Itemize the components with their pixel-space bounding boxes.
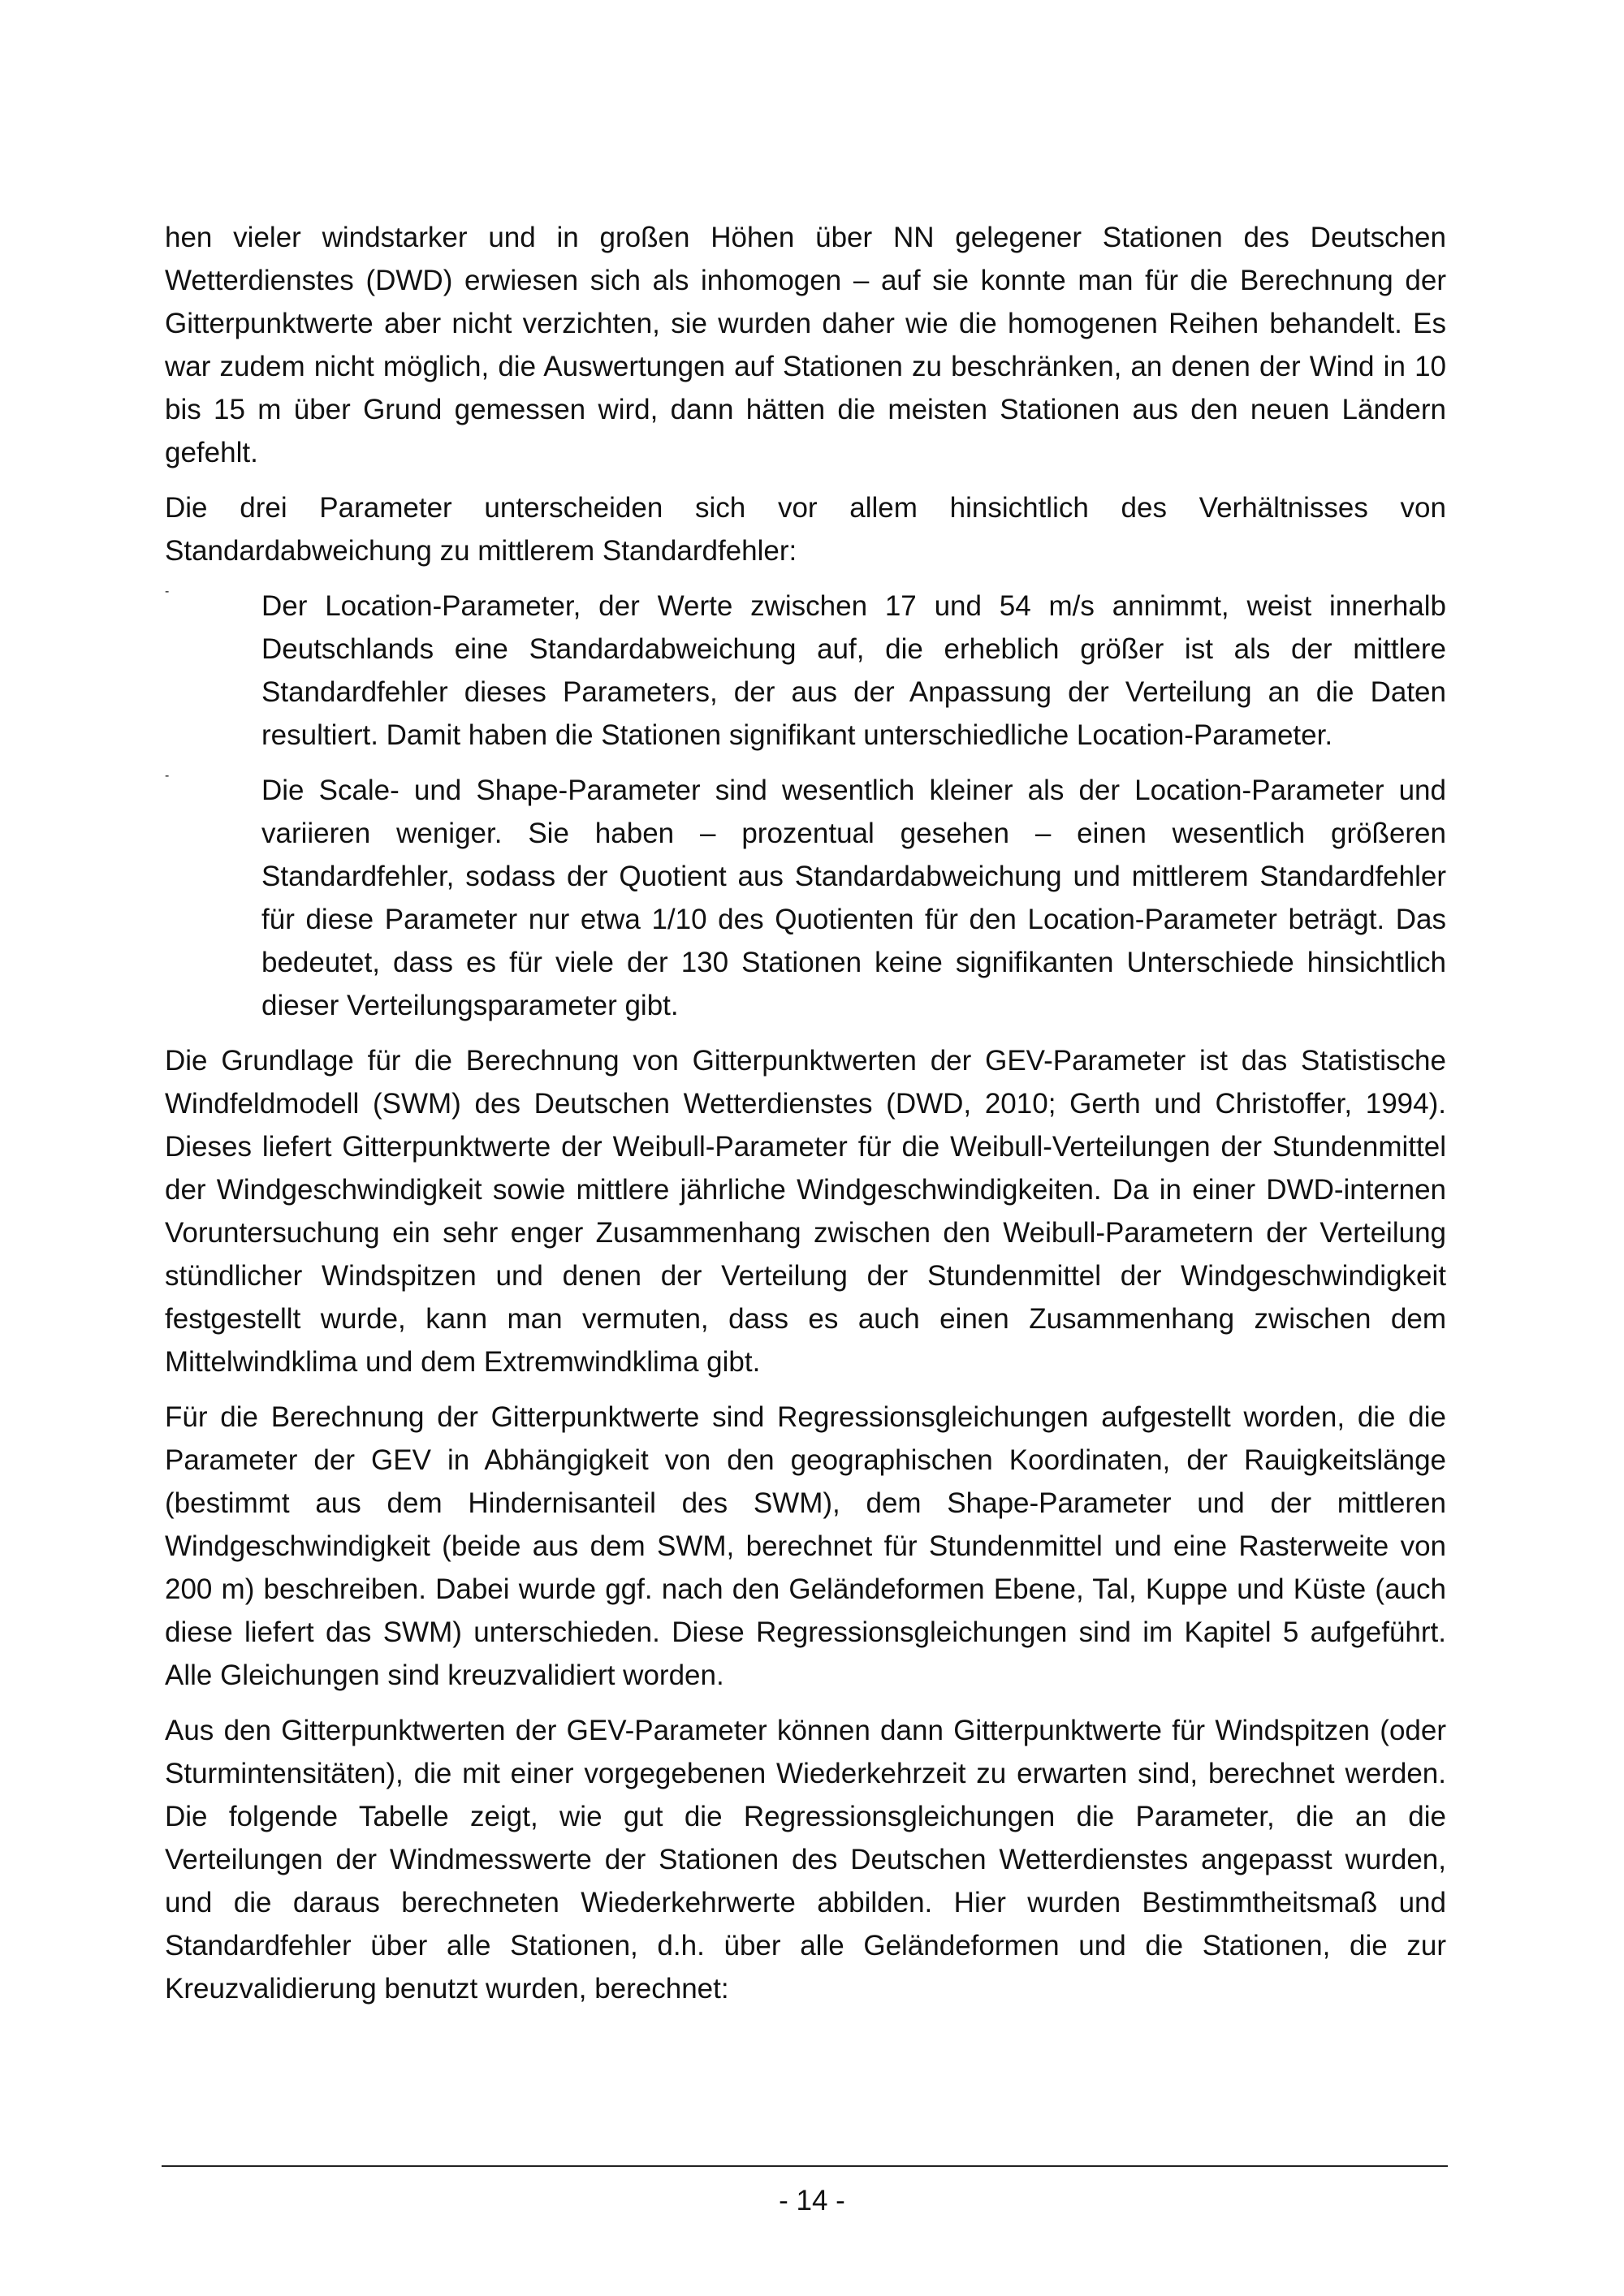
paragraph-2: Die drei Parameter unterscheiden sich vor allem hinsichtlich des Verhältnisses von Standardabweichung zu mittlerem Standardfehler: bbox=[165, 492, 1446, 567]
page-number: - 14 - bbox=[779, 2185, 845, 2216]
list-bullet: - bbox=[165, 769, 170, 783]
list-bullet: - bbox=[165, 585, 170, 598]
list-item-text: Die Scale- und Shape-Parameter sind wesentlich kleiner als der Location-Parameter und variieren weniger. Sie haben – prozentual gesehen – einen wesentlich größeren Standardfehler, sodass der Quotient aus Standardabweichung und mittlerem Standardfehler für diese Parameter nur etwa 1/10 des Quotienten für den Location-Parameter beträgt. Das bedeutet, dass es für viele der 130 Stationen keine signifikanten Unterschiede hinsichtlich dieser Verteilungsparameter gibt. bbox=[261, 775, 1446, 1021]
footer-divider bbox=[162, 2165, 1448, 2167]
paragraph-4: Für die Berechnung der Gitterpunktwerte sind Regressionsgleichungen aufgestellt worden, die die Parameter der GEV in Abhängigkeit von den geographischen Koordinaten, der Rauigkeitslänge (bestimmt aus dem Hindernisanteil des SWM), dem Shape-Parameter und der mittleren Windgeschwindigkeit (beide aus dem SWM, berechnet für Stundenmittel und eine Rasterweite von 200 m) beschreiben. Dabei wurde ggf. nach den Geländeformen Ebene, Tal, Kuppe und Küste (auch diese liefert das SWM) unterschieden. Diese Regressionsgleichungen sind im Kapitel 5 aufgeführt. Alle Gleichungen sind kreuzvalidiert worden. bbox=[165, 1401, 1446, 1691]
list-item-text: Der Location-Parameter, der Werte zwischen 17 und 54 m/s annimmt, weist innerhalb Deutschlands eine Standardabweichung auf, die erheblich größer ist als der mittlere Standardfehler dieses Parameters, der aus der Anpassung der Verteilung an die Daten resultiert. Damit haben die Stationen signifikant unterschiedliche Location-Parameter. bbox=[261, 590, 1446, 751]
paragraph-3: Die Grundlage für die Berechnung von Gitterpunktwerten der GEV-Parameter ist das Statistische Windfeldmodell (SWM) des Deutschen Wetterdienstes (DWD, 2010; Gerth und Christoffer, 1994). Dieses liefert Gitterpunktwerte der Weibull-Parameter für die Weibull-Verteilungen der Stundenmittel der Windgeschwindigkeit sowie mittlere jährliche Windgeschwindigkeiten. Da in einer DWD-internen Voruntersuchung ein sehr enger Zusammenhang zwischen den Weibull-Parametern der Verteilung stündlicher Windspitzen und denen der Verteilung der Stundenmittel der Windgeschwindigkeit festgestellt wurde, kann man vermuten, dass es auch einen Zusammenhang zwischen dem Mittelwindklima und dem Extremwindklima gibt. bbox=[165, 1045, 1446, 1378]
body-text bbox=[165, 216, 1446, 2010]
list-item bbox=[165, 769, 1446, 1027]
paragraph-5: Aus den Gitterpunktwerten der GEV-Parameter können dann Gitterpunktwerte für Windspitzen (oder Sturmintensitäten), die mit einer vorgegebenen Wiederkehrzeit zu erwarten sind, berechnet werden. Die folgende Tabelle zeigt, wie gut die Regressionsgleichungen die Parameter, die an die Verteilungen der Windmesswerte der Stationen des Deutschen Wetterdienstes angepasst wurden, und die daraus berechneten Wiederkehrwerte abbilden. Hier wurden Bestimmtheitsmaß und Standardfehler über alle Stationen, d.h. über alle Geländeformen und die Stationen, die zur Kreuzvalidierung benutzt wurden, berechnet: bbox=[165, 1715, 1446, 2005]
paragraph-1: hen vieler windstarker und in großen Höhen über NN gelegener Stationen des Deutschen Wetterdienstes (DWD) erwiesen sich als inhomogen – auf sie konnte man für die Berechnung der Gitterpunktwerte aber nicht verzichten, sie wurden daher wie die homogenen Reihen behandelt. Es war zudem nicht möglich, die Auswertungen auf Stationen zu beschränken, an denen der Wind in 10 bis 15 m über Grund gemessen wird, dann hätten die meisten Stationen aus den neuen Ländern gefehlt. bbox=[165, 222, 1446, 468]
list-item bbox=[165, 585, 1446, 757]
